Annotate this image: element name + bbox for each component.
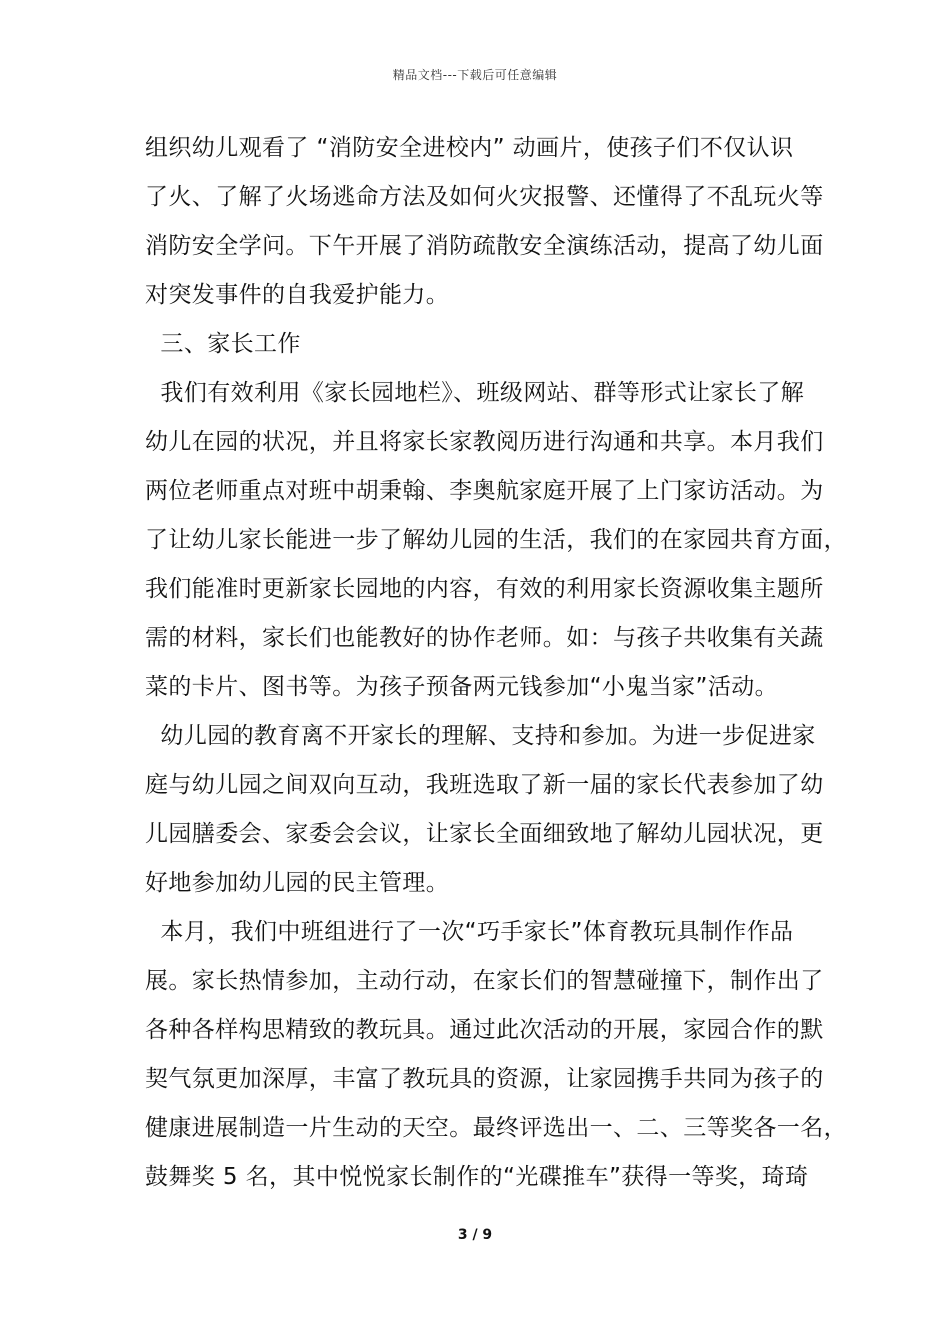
text-line: 消防安全学问。下午开展了消防疏散安全演练活动，提高了幼儿面 bbox=[145, 233, 824, 259]
text-line: 幼儿在园的状况，并且将家长家教阅历进行沟通和共享。本月我们 bbox=[145, 429, 824, 455]
text-line: 本月，我们中班组进行了一次“巧手家长”体育教玩具制作作品 bbox=[145, 919, 794, 945]
page-header: 精品文档---下载后可任意编辑 bbox=[392, 68, 558, 82]
text-line: 对突发事件的自我爱护能力。 bbox=[145, 282, 450, 308]
text-line: 幼儿园的教育离不开家长的理解、支持和参加。为进一步促进家 bbox=[145, 723, 816, 749]
text-line: 需的材料，家长们也能教好的协作老师。如：与孩子共收集有关蔬 bbox=[145, 625, 824, 651]
text-line: 组织幼儿观看了 “消防安全进校内” 动画片，使孩子们不仅认识 bbox=[145, 135, 794, 161]
text-line: 我们能准时更新家长园地的内容，有效的利用家长资源收集主题所 bbox=[145, 576, 824, 602]
section-heading: 三、家长工作 bbox=[145, 331, 301, 357]
text-line: 两位老师重点对班中胡秉翰、李奥航家庭开展了上门家访活动。为 bbox=[145, 478, 824, 504]
text-line: 好地参加幼儿园的民主管理。 bbox=[145, 870, 450, 896]
text-line: 各种各样构思精致的教玩具。通过此次活动的开展，家园合作的默 bbox=[145, 1017, 824, 1043]
text-line: 展。家长热情参加，主动行动，在家长们的智慧碰撞下，制作出了 bbox=[145, 968, 824, 994]
page-number: 3 / 9 bbox=[457, 1227, 493, 1243]
document-body bbox=[145, 124, 847, 1202]
text-line: 了让幼儿家长能进一步了解幼儿园的生活，我们的在家园共育方面， bbox=[145, 527, 847, 553]
text-line: 菜的卡片、图书等。为孩子预备两元钱参加“小鬼当家”活动。 bbox=[145, 674, 779, 700]
text-line: 我们有效利用《家长园地栏》、班级网站、群等形式让家长了解 bbox=[145, 380, 805, 406]
text-line: 契气氛更加深厚，丰富了教玩具的资源，让家园携手共同为孩子的 bbox=[145, 1066, 824, 1092]
text-line: 了火、了解了火场逃命方法及如何火灾报警、还懂得了不乱玩火等 bbox=[145, 184, 824, 210]
text-line: 健康进展制造一片生动的天空。最终评选出一、二、三等奖各一名， bbox=[145, 1115, 847, 1141]
text-line: 儿园膳委会、家委会会议，让家长全面细致地了解幼儿园状况，更 bbox=[145, 821, 824, 847]
text-line: 鼓舞奖 5 名，其中悦悦家长制作的“光碟推车”获得一等奖，琦琦 bbox=[145, 1164, 809, 1190]
text-line: 庭与幼儿园之间双向互动，我班选取了新一届的家长代表参加了幼 bbox=[145, 772, 824, 798]
